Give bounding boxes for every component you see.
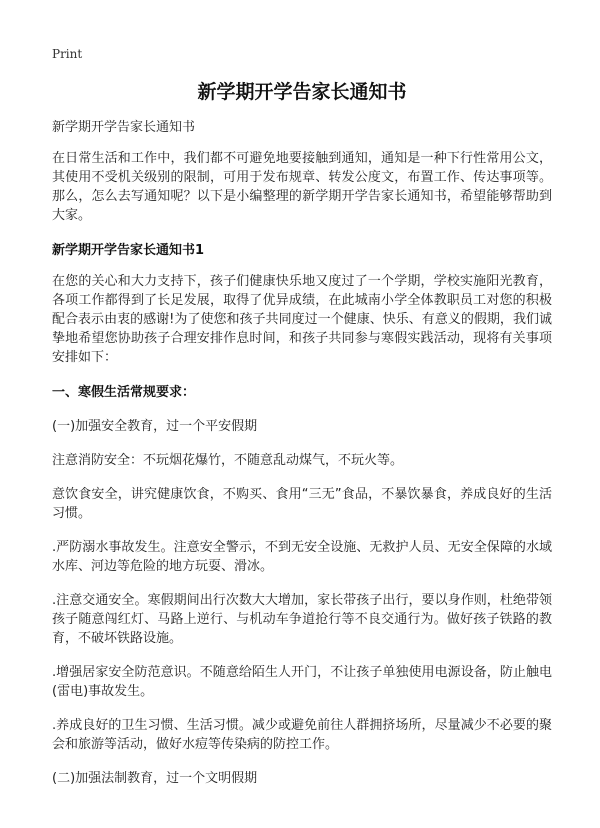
print-link[interactable]: Print [52,47,83,61]
list-item: .养成良好的卫生习惯、生活习惯。减少或避免前往人群拥挤场所，尽量减少不必要的聚会和旅游等活动，做好水痘等传染病的防控工作。 [52,718,552,752]
section-heading: 新学期开学告家长通知书1 [52,243,205,258]
list-item: .严防溺水事故发生。注意安全警示，不到无安全设施、无救护人员、无安全保障的水域水库、河边等危险的地方玩耍、滑冰。 [52,540,552,574]
document-body [52,78,552,788]
list-item: .增强居家安全防范意识。不随意给陌生人开门，不让孩子单独使用电源设备，防止触电(雷电)事故发生。 [52,665,552,699]
section-paragraph: 在您的关心和大力支持下，孩子们健康快乐地又度过了一个学期，学校实施阳光教育，各项工作都得到了长足发展，取得了优异成绩，在此城南小学全体教职员工对您的积极配合表示由衷的感谢!为了使您和孩子共同度过一个健康、快乐、有意义的假期，我们诚挚地希望您协助孩子合理安排作息时间，和孩子共同参与寒假实践活动，现将有关事项安排如下： [52,274,552,365]
subsection-heading: (二)加强法制教育，过一个文明假期 [52,771,258,786]
list-item: 注意消防安全：不玩烟花爆竹，不随意乱动煤气，不玩火等。 [52,453,404,468]
list-item: 意饮食安全，讲究健康饮食，不购买、食用“三无”食品，不暴饮暴食，养成良好的生活习惯。 [52,487,552,521]
document-title: 新学期开学告家长通知书 [197,81,407,103]
subsection-heading: (一)加强安全教育，过一个平安假期 [52,419,258,434]
part-heading: 一、寒假生活常规要求： [52,385,196,400]
list-item: .注意交通安全。寒假期间出行次数大大增加，家长带孩子出行，要以身作则，杜绝带领孩子随意闯红灯、马路上逆行、与机动车争道抢行等不良交通行为。做好孩子铁路的教育，不破坏铁路设施。 [52,593,552,646]
document-subtitle: 新学期开学告家长通知书 [52,120,196,135]
intro-paragraph: 在日常生活和工作中，我们都不可避免地要接触到通知，通知是一种下行性常用公文，其使用不受机关级别的限制，可用于发布规章、转发公度文，布置工作、传达事项等。那么，怎么去写通知呢？以下是小编整理的新学期开学告家长通知书，希望能够帮助到大家。 [52,151,552,223]
